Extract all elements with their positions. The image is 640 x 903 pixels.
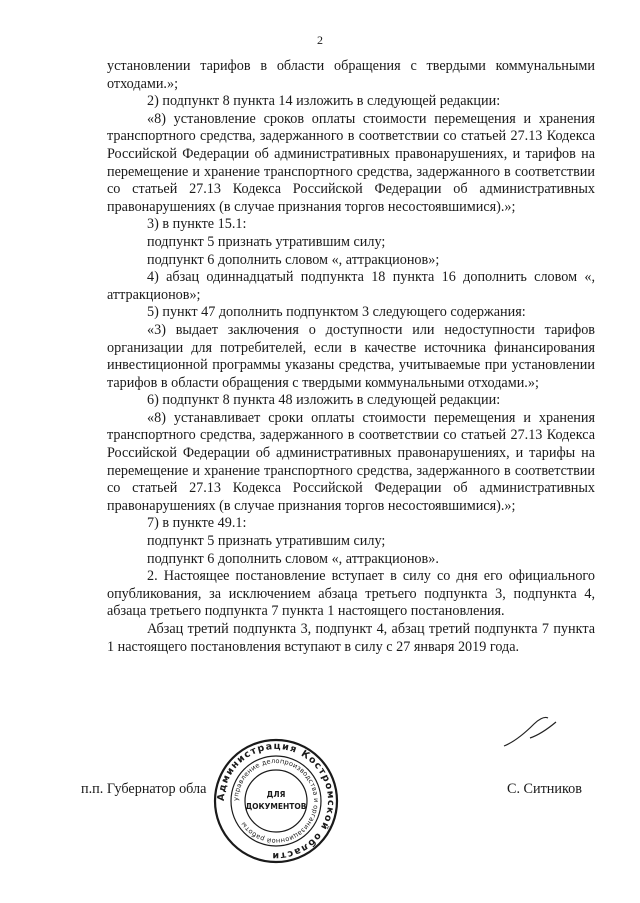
page-number: 2 (317, 33, 323, 47)
paragraph: «3) выдает заключения о доступности или недоступности тарифов организации для потребителей, если в качестве источника финансирования инвестиционной программы указаны средства, учитываемые при установлении тарифов в области обращения с твердыми коммунальными отходами.»; (107, 321, 595, 391)
document-body (107, 58, 595, 656)
paragraph: «8) установление сроков оплаты стоимости перемещения и хранения транспортного средства, задержанного в соответствии со статьей 27.13 Кодекса Российской Федерации об административных правонарушениях, и тарифов на перемещение и хранение транспортного средства, задержанного в соответствии со статьей 27.13 Кодекса Российской Федерации об административных правонарушениях (в случае признания торгов несостоявшимися).»; (107, 110, 595, 215)
signature-position-label: п.п. Губернатор обла (81, 781, 207, 797)
paragraph: подпункт 5 признать утратившим силу; (147, 233, 386, 250)
handwritten-signature (500, 712, 560, 752)
signatory-name: С. Ситников (507, 781, 582, 797)
stamp-outer-text: Администрация Костромской области (215, 740, 337, 862)
stamp-center-line1: ДЛЯ (266, 790, 286, 799)
paragraph: «8) устанавливает сроки оплаты стоимости перемещения и хранения транспортного средства, задержанного в соответствии со статьей 27.13 Кодекса Российской Федерации об административных правонарушениях, и тарифы на перемещение и хранение транспортного средства, задержанного в соответствии со статьей 27.13 Кодекса Российской Федерации об административных правонарушениях (в случае признания торгов несостоявшимися).»; (107, 409, 595, 514)
paragraph: 7) в пункте 49.1: (147, 515, 247, 532)
paragraph: Абзац третий подпункта 3, подпункт 4, абзац третий подпункта 7 пункта 1 настоящего постановления вступают в силу с 27 января 2019 года. (107, 621, 595, 655)
paragraph: 2. Настоящее постановление вступает в силу со дня его официального опубликования, за исключением абзаца третьего подпункта 3, подпункта 4, абзаца третьего подпункта 7 пункта 1 настоящего постановления. (107, 568, 595, 620)
official-stamp (212, 737, 340, 865)
paragraph: подпункт 6 дополнить словом «, аттракционов». (147, 550, 439, 567)
stamp-center-line2: ДОКУМЕНТОВ (245, 802, 307, 811)
paragraph: 2) подпункт 8 пункта 14 изложить в следующей редакции: (147, 93, 501, 110)
paragraph: 4) абзац одиннадцатый подпункта 18 пункта 16 дополнить словом «, аттракционов»; (107, 269, 595, 303)
paragraph: подпункт 6 дополнить словом «, аттракционов»; (147, 251, 440, 268)
paragraph: подпункт 5 признать утратившим силу; (147, 533, 386, 550)
paragraph: 3) в пункте 15.1: (147, 216, 247, 233)
stamp-inner-text: управление делопроизводства и организационной работы (231, 756, 321, 846)
paragraph: установлении тарифов в области обращения с твердыми коммунальными отходами.»; (107, 58, 595, 92)
paragraph: 5) пункт 47 дополнить подпунктом 3 следующего содержания: (147, 304, 526, 321)
paragraph: 6) подпункт 8 пункта 48 изложить в следующей редакции: (147, 392, 501, 409)
